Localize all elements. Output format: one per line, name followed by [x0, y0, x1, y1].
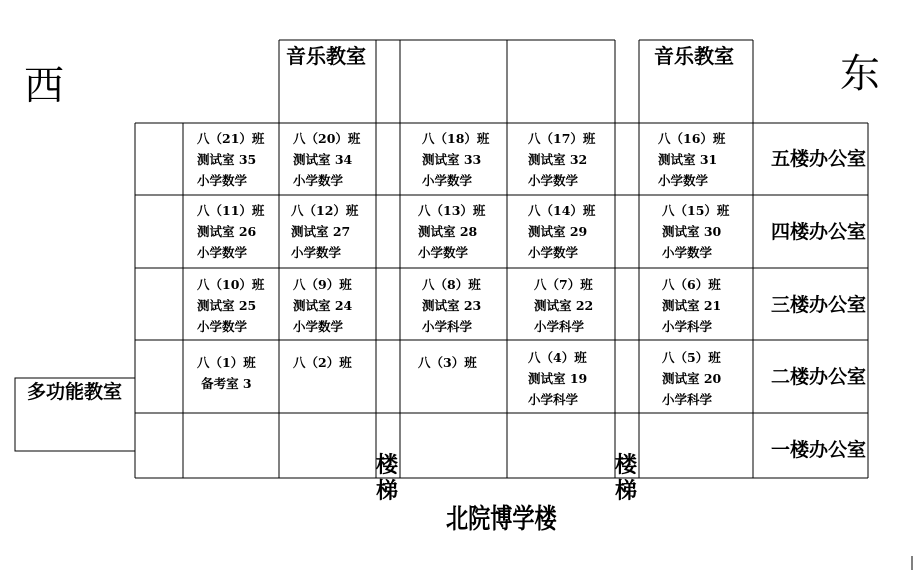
subject: 小学数学 — [418, 245, 469, 260]
exam-room: 测试室 31 — [658, 152, 718, 167]
subject: 小学数学 — [291, 245, 342, 260]
class-name: 八（4）班 — [528, 350, 587, 365]
class-name: 八（16）班 — [658, 131, 726, 146]
building-name: 北院博学楼 — [446, 504, 557, 535]
class-name: 八（12）班 — [291, 203, 359, 218]
subject: 小学数学 — [197, 245, 248, 260]
class-name: 八（20）班 — [293, 131, 361, 146]
class-name: 八（6）班 — [662, 277, 721, 292]
room-cell — [422, 274, 481, 337]
subject: 小学科学 — [422, 319, 473, 334]
exam-room: 测试室 30 — [662, 224, 722, 239]
exam-room: 测试室 21 — [662, 298, 722, 313]
stairs-east: 楼梯 — [614, 452, 637, 504]
west-label: 西 — [24, 63, 64, 109]
class-name: 八（1）班 — [197, 355, 256, 370]
class-name: 八（11）班 — [197, 203, 265, 218]
subject: 小学数学 — [658, 173, 709, 188]
class-name: 八（17）班 — [528, 131, 596, 146]
class-name: 八（5）班 — [662, 350, 721, 365]
class-name: 八（3）班 — [418, 355, 477, 370]
music-room-east: 音乐教室 — [654, 44, 734, 68]
class-name: 八（2）班 — [293, 355, 352, 370]
subject: 小学科学 — [528, 392, 579, 407]
class-name: 八（21）班 — [197, 131, 265, 146]
subject: 小学数学 — [293, 173, 344, 188]
music-room-west: 音乐教室 — [286, 44, 366, 68]
class-name: 八（13）班 — [418, 203, 486, 218]
room-cell — [197, 200, 264, 263]
exam-room: 测试室 28 — [418, 224, 478, 239]
room-cell — [293, 352, 352, 373]
room-cell — [197, 128, 264, 191]
room-cell — [662, 347, 721, 410]
office-floor-4: 四楼办公室 — [771, 221, 867, 243]
exam-room: 测试室 25 — [197, 298, 257, 313]
class-name: 八（9）班 — [293, 277, 352, 292]
office-floor-5: 五楼办公室 — [771, 148, 867, 170]
room-cell — [197, 274, 264, 337]
exam-room: 测试室 23 — [422, 298, 482, 313]
class-name: 八（15）班 — [662, 203, 730, 218]
subject: 小学科学 — [662, 392, 713, 407]
exam-room: 测试室 19 — [528, 371, 588, 386]
subject: 小学数学 — [528, 245, 579, 260]
office-floor-3: 三楼办公室 — [771, 294, 867, 316]
subject: 小学数学 — [662, 245, 713, 260]
room-cell — [528, 200, 595, 263]
class-name: 八（14）班 — [528, 203, 596, 218]
room-cell — [422, 128, 489, 191]
room-cell — [534, 274, 593, 337]
office-floor-1: 一楼办公室 — [771, 439, 867, 461]
exam-room: 测试室 26 — [197, 224, 257, 239]
class-name: 八（8）班 — [422, 277, 481, 292]
subject: 小学数学 — [422, 173, 473, 188]
exam-room: 测试室 35 — [197, 152, 257, 167]
room-cell — [528, 347, 587, 410]
room-cell — [197, 352, 256, 394]
room-cell — [291, 200, 358, 263]
office-floor-2: 二楼办公室 — [771, 366, 867, 388]
room-cell — [658, 128, 725, 191]
stairs-west: 楼梯 — [375, 452, 398, 504]
subject: 小学数学 — [197, 173, 248, 188]
class-name: 八（18）班 — [422, 131, 490, 146]
exam-room: 测试室 22 — [534, 298, 594, 313]
exam-room: 测试室 32 — [528, 152, 588, 167]
east-label: 东 — [840, 51, 880, 97]
room-cell — [293, 128, 360, 191]
room-cell — [293, 274, 352, 337]
subject: 小学科学 — [662, 319, 713, 334]
subject: 小学数学 — [197, 319, 248, 334]
class-name: 八（7）班 — [534, 277, 593, 292]
multi-function-room: 多功能教室 — [27, 381, 123, 403]
exam-room: 测试室 20 — [662, 371, 722, 386]
exam-room: 备考室 3 — [201, 376, 252, 391]
exam-room: 测试室 29 — [528, 224, 588, 239]
exam-room: 测试室 27 — [291, 224, 351, 239]
subject: 小学数学 — [528, 173, 579, 188]
room-cell — [418, 352, 477, 373]
room-cell — [662, 200, 729, 263]
room-cell — [528, 128, 595, 191]
subject: 小学数学 — [293, 319, 344, 334]
exam-room: 测试室 33 — [422, 152, 482, 167]
room-cell — [662, 274, 721, 337]
exam-room: 测试室 24 — [293, 298, 353, 313]
subject: 小学科学 — [534, 319, 585, 334]
exam-room: 测试室 34 — [293, 152, 353, 167]
class-name: 八（10）班 — [197, 277, 265, 292]
room-cell — [418, 200, 485, 263]
